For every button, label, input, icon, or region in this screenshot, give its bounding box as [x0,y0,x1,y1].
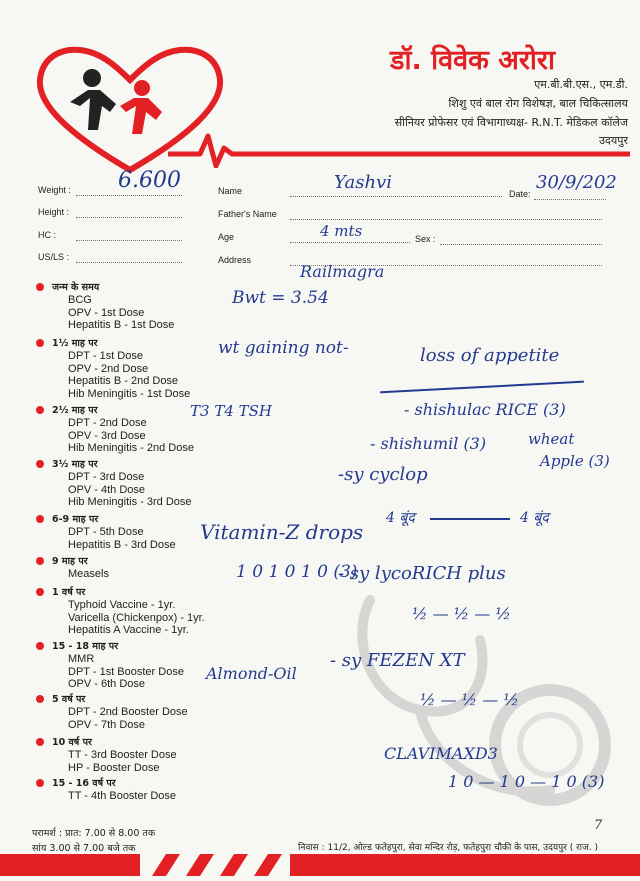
vaccine-item: TT - 4th Booster Dose [68,790,177,802]
weight-label: Weight : [38,185,71,195]
vaccine-item: HP - Booster Dose [68,761,160,774]
vaccine-age: 3½ माह पर [36,458,236,471]
address-value: Railmagra [300,262,385,281]
vaccine-item: TT - 3rd Booster Dose [68,749,177,761]
vaccine-item: BCG [68,294,92,306]
vaccine-group [36,337,236,400]
vaccine-age: 2½ माह पर [36,404,236,417]
note-syrup-cyclop: -sy cyclop [338,464,428,485]
hc-line [76,240,182,241]
usls-label: US/LS : [38,252,70,262]
vaccine-item: OPV - 2nd Dose [68,362,149,375]
doctor-city: उदयपुर [599,134,628,147]
vaccine-item: OPV - 4th Dose [68,483,146,496]
father-label: Father's Name [218,209,277,219]
vaccine-item: OPV - 7th Dose [68,718,146,731]
note-underline [380,381,584,394]
name-line [290,196,502,197]
note-diet-milk: - shishumil (3) [370,434,487,453]
note-drops-left: 4 बूंद [386,510,415,526]
doctor-name: डॉ. विवेक अरोरा [390,45,555,76]
vaccine-group [36,458,236,509]
sex-line [440,244,602,245]
footer-stripe [0,854,640,876]
header-divider [0,128,640,168]
vaccine-item: MMR [68,653,95,665]
hc-label: HC : [38,230,56,240]
vaccine-age: 1 वर्ष पर [36,586,236,599]
note-oil: Almond-Oil [206,664,297,683]
vaccine-item: DPT - 1st Booster Dose [68,665,184,678]
vaccine-item: Typhoid Vaccine - 1yr. [68,599,176,611]
note-birth-weight: Bwt = 3.54 [232,288,329,308]
age-line [290,242,410,243]
vaccine-item: Hib Meningitis - 3rd Dose [68,496,192,508]
vaccine-group [36,555,236,581]
note-fezen: - sy FEZEN XT [330,650,465,671]
corner-mark: 7 [594,818,603,833]
vaccine-item: DPT - 2nd Dose [68,417,147,429]
name-value: Yashvi [334,172,392,193]
vaccine-item: DPT - 3rd Dose [68,471,145,483]
vaccine-item: OPV - 3rd Dose [68,429,146,442]
father-line [290,219,602,220]
consultation-hours-evening: सांय 3.00 से 7.00 बजे तक [32,843,136,854]
weight-line [76,195,182,196]
vaccine-item: DPT - 1st Dose [68,350,143,362]
vaccine-group [36,777,236,803]
vaccine-group [36,586,236,637]
vaccine-item: Measels [68,568,109,580]
note-dose-1: ½ — ½ — ½ [412,604,511,623]
age-value: 4 mts [320,222,363,240]
vaccine-age: जन्म के समय [36,281,236,294]
address-label: Address [218,255,252,265]
date-value: 30/9/202 [536,172,617,193]
vaccine-item: OPV - 1st Dose [68,306,145,319]
vaccine-item: Hepatitis A Vaccine - 1yr. [68,624,189,636]
residence-address: निवास : 11/2, ओल्ड फतेहपुरा, सेवा मन्दिर रोड़, फतेहपुरा चौकी के पास, उदयपुर ( राज. ) [298,843,599,853]
consultation-hours-morning: परामर्श : प्रात: 7.00 से 8.00 तक [32,828,156,839]
note-diet-rice: - shishulac RICE (3) [404,400,566,419]
vaccine-age: 1½ माह पर [36,337,236,350]
vaccine-age: 9 माह पर [36,555,236,568]
note-vitamin: Vitamin-Z drops [200,520,364,544]
vaccine-item: Varicella (Chickenpox) - 1yr. [68,611,205,624]
height-line [76,217,182,218]
vaccine-age: 15 - 16 वर्ष पर [36,777,236,790]
vaccine-age: 6-9 माह पर [36,513,236,526]
doctor-specialty: शिशु एवं बाल रोग विशेषज्ञ, बाल चिकित्सालय [448,97,628,110]
note-dash [430,518,510,520]
vaccine-item: DPT - 2nd Booster Dose [68,706,188,718]
note-clavimax: CLAVIMAXD3 [384,744,498,763]
date-label: Date: [509,189,531,199]
vaccine-group [36,281,236,332]
note-tests: T3 T4 TSH [190,402,272,420]
vaccine-age: 15 - 18 माह पर [36,640,236,653]
name-label: Name [218,186,243,196]
vaccine-item: Hepatitis B - 3rd Dose [68,538,176,551]
note-diet-wheat: wheat [528,430,575,448]
date-line [534,199,606,200]
note-drops-right: 4 बूंद [520,510,549,526]
doctor-degrees: एम.बी.बी.एस., एम.डी. [534,78,628,91]
note-appetite: loss of appetite [420,345,560,366]
vaccine-item: Hepatitis B - 2nd Dose [68,375,179,387]
vaccine-group [36,693,236,731]
vaccine-item: DPT - 5th Dose [68,526,144,538]
note-diet-apple: Apple (3) [540,452,610,470]
doctor-position: सीनियर प्रोफेसर एवं विभागाध्यक्ष- R.N.T. मेडिकल कॉलेज [394,116,628,129]
vaccine-age: 5 वर्ष पर [36,693,236,706]
weight-value: 6.600 [118,168,181,193]
vaccine-group [36,736,236,774]
note-dose-2: ½ — ½ — ½ [420,690,519,709]
height-label: Height : [38,207,70,217]
note-weight-gain: wt gaining not- [218,338,349,358]
vaccine-item: OPV - 6th Dose [68,678,146,690]
age-label: Age [218,232,235,242]
vaccine-item: Hib Meningitis - 1st Dose [68,387,191,400]
vaccine-item: Hib Meningitis - 2nd Dose [68,442,194,454]
sex-label: Sex : [415,234,436,244]
note-lycorich: - sy lycoRICH plus [338,563,506,584]
note-clavimax-qty: 1 0 — 1 0 — 1 0 (3) [448,772,605,791]
vaccine-age: 10 वर्ष पर [36,736,236,749]
usls-line [76,262,182,263]
note-lycorich-qty: 1 0 1 0 1 0 (3) [236,562,358,582]
vaccine-item: Hepatitis B - 1st Dose [68,319,175,331]
